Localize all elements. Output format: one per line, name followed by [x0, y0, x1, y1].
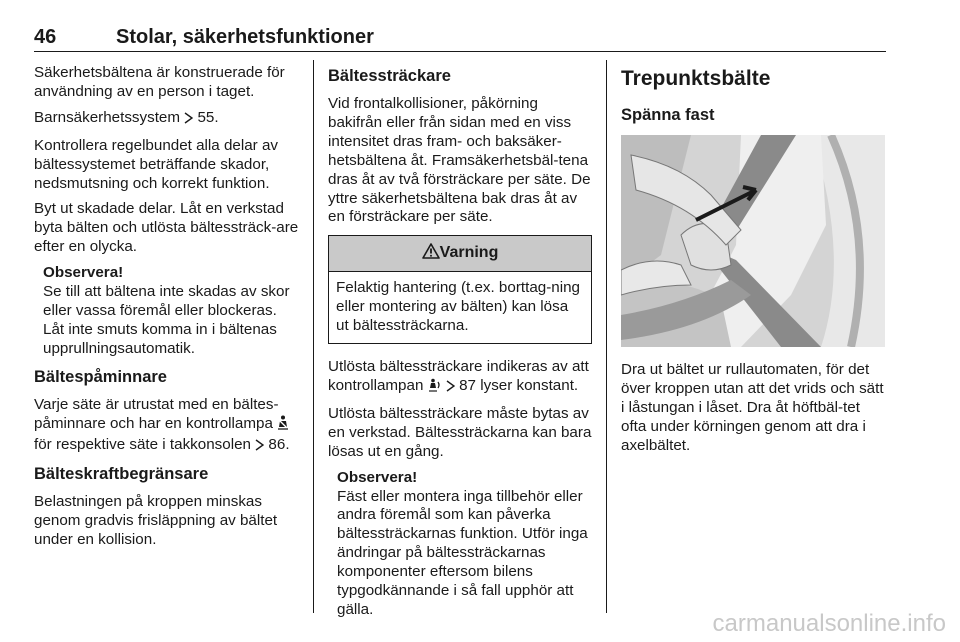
indicator-ref[interactable]: 87	[459, 376, 476, 394]
note-title: Observera!	[43, 264, 124, 282]
triangle-ref-icon	[184, 111, 193, 130]
triangle-ref-icon	[255, 438, 264, 457]
heading-force-limiter: Bälteskraftbegränsare	[34, 465, 209, 484]
page-header	[34, 26, 886, 50]
column-divider-2	[606, 60, 607, 613]
paragraph-indicator	[328, 358, 592, 398]
chapter-title: Stolar, säkerhetsfunktioner	[116, 26, 374, 48]
paragraph-limiter: Belastningen på kroppen minskas genom gradvis frisläppning av bältet under en kollision.	[34, 493, 278, 549]
note-text: Se till att bältena inte skadas av skor eller vassa föremål eller blockeras. Låt inte smuts komma in i bältenas upprullningsautomatik.	[43, 283, 290, 357]
heading-three-point-belt: Trepunktsbälte	[621, 67, 771, 90]
note-title: Observera!	[337, 468, 418, 486]
paragraph-pretensioner: Vid frontalkollisioner, påkörning bakifrån eller från sidan med en viss intensitet dras fram- och baksäker-hetsbältena åt. Framsäkerhetsbäl-tena dras åt av två försträckare per säte. De yttre säkerhetsbältena bak dras åt av en försträckare per säte.	[328, 95, 591, 226]
reminder-text-a: Varje säte är utrustat med en bältes-påminnare och har en kontrollampa	[34, 395, 279, 432]
note-block	[43, 264, 302, 359]
seatbelt-fastening-illustration	[621, 135, 885, 347]
column-3	[621, 64, 887, 463]
warning-box	[328, 235, 592, 344]
warning-triangle-icon	[422, 243, 440, 265]
heading-belt-reminder: Bältespåminnare	[34, 367, 167, 386]
paragraph-child-seat	[34, 109, 302, 130]
note-text: Fäst eller montera inga tillbehör eller andra föremål som kan påverka bältessträckarnas funktion. Utför inga ändringar på bältessträckarnas komponenter eftersom bilens typgodkännande i så fall upphör att gälla.	[337, 487, 588, 618]
paragraph-reminder	[34, 396, 302, 457]
heading-fasten: Spänna fast	[621, 106, 715, 124]
paragraph-replace-pretensioner: Utlösta bältessträckare måste bytas av en verkstad. Bältessträckarna kan bara lösas ut en gång.	[328, 404, 592, 460]
note-block	[337, 469, 592, 620]
paragraph-inspect: Kontrollera regelbundet alla delar av bältessystemet beträffande skador, nedsmutsning och korrekt funktion.	[34, 136, 279, 192]
column-2	[328, 64, 592, 627]
warning-header	[329, 236, 591, 272]
child-seat-ref[interactable]: 55.	[197, 108, 219, 126]
indicator-text-b: lyser konstant.	[476, 376, 579, 394]
column-1	[34, 64, 302, 557]
seatbelt-person-icon	[277, 415, 289, 436]
warning-label: Varning	[439, 244, 499, 262]
paragraph-usage: Säkerhetsbältena är konstruerade för användning av en person i taget.	[34, 64, 285, 100]
reminder-ref[interactable]: 86.	[268, 435, 290, 453]
child-seat-text: Barnsäkerhetssystem	[34, 108, 185, 126]
paragraph-replace: Byt ut skadade delar. Låt en verkstad byta bälten och utlösta bältessträck-are efter en olycka.	[34, 200, 299, 256]
paragraph-fasten-instructions: Dra ut bältet ur rullautomaten, för det över kroppen utan att det vrids och sätt i låstungan i låset. Dra åt höftbäl-tet ofta under körningen genom att dra i axelbältet.	[621, 361, 884, 454]
reminder-text-b: för respektive säte i takkonsolen	[34, 435, 256, 453]
airbag-lamp-icon	[428, 378, 442, 398]
heading-pretensioner: Bältessträckare	[328, 67, 451, 85]
column-divider-1	[313, 60, 314, 613]
page-number: 46	[34, 26, 57, 48]
watermark: carmanualsonline.info	[712, 610, 946, 637]
warning-text: Felaktig hantering (t.ex. borttag-ning eller montering av bälten) kan lösa ut bältessträckarna.	[336, 279, 580, 335]
header-rule	[34, 51, 886, 52]
indicator-text-a: Utlösta bältessträckare indikeras av att kontrollampan	[328, 358, 589, 394]
triangle-ref-icon	[446, 379, 455, 398]
